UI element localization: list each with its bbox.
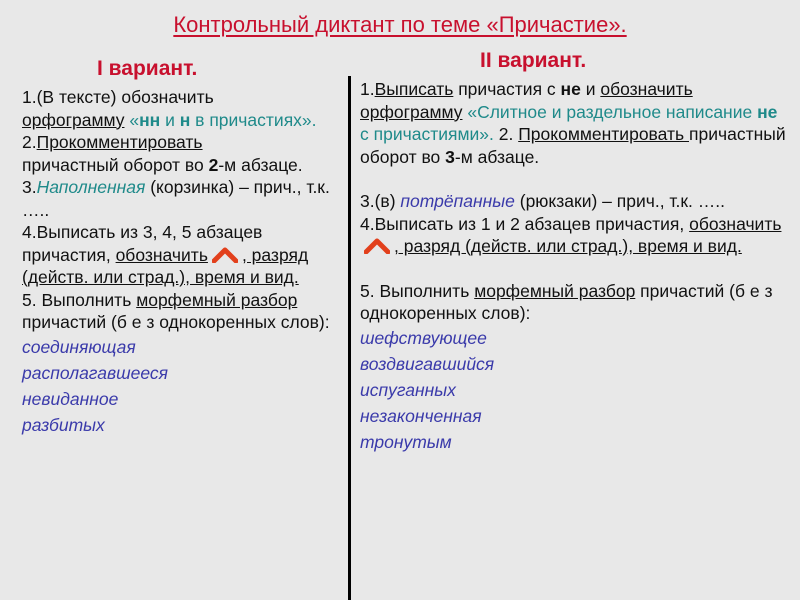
task-3-word: потрёпанные (400, 191, 515, 211)
task-1 (22, 86, 342, 131)
word-item: незаконченная (360, 405, 482, 426)
task-1-underlined: орфограмму (22, 109, 125, 130)
word-item: разбитых (22, 414, 105, 435)
task-4: 4.Выписать из 3, 4, 5 абзацев причастия, обозначить , разряд (действ. или страд.), время и вид. (22, 222, 309, 287)
task-5: 5. Выполнить морфемный разбор причастий (б е з однокоренных слов): (22, 289, 330, 332)
word-item: испуганных (360, 379, 456, 400)
word-item: шефствующее (360, 327, 487, 348)
word-list-1 (22, 334, 342, 438)
task-1-2: 1.Выписать причастия с не и обозначить орфограмму «Слитное и раздельное написание не с причастиями». 2. Прокомментировать причастный оборот во 3-м абзаце. (360, 79, 786, 167)
task-1-spelling-rule: «нн и н в причастиях». (129, 109, 317, 130)
page-title: Контрольный диктант по теме «Причастие». (173, 12, 627, 37)
word-item: воздвигавшийся (360, 353, 495, 374)
caret-icon (212, 247, 238, 263)
variant-2-heading: II вариант. (480, 49, 587, 72)
word-list-2 (360, 325, 790, 455)
word-item: соединяющая (22, 336, 136, 357)
variant-1-column (22, 56, 342, 438)
caret-icon (364, 238, 390, 254)
task-2: 2.Прокомментировать причастный оборот во 2-м абзаце. (22, 132, 303, 175)
variant-1-heading: I вариант. (97, 57, 198, 80)
task-3: 3.Наполненная (корзинка) – прич., т.к. ….. (22, 177, 330, 220)
task-3-word: Наполненная (36, 177, 146, 197)
variant-2-column (360, 48, 790, 455)
task-2-underlined: Прокомментировать (36, 132, 203, 152)
word-item: невиданное (22, 388, 119, 409)
task-1-text: 1.(В тексте) обозначить (22, 87, 214, 107)
task-5-2: 5. Выполнить морфемный разбор причастий (б е з однокоренных слов): (360, 280, 773, 323)
word-item: располагавшееся (22, 362, 168, 383)
column-divider (348, 76, 351, 600)
word-item: тронутым (360, 431, 452, 452)
task-4-2: 4.Выписать из 1 и 2 абзацев причастия, обозначить, разряд (действ. или страд.), время и вид. (360, 213, 782, 256)
task-3-2: 3.(в) потрёпанные (рюкзаки) – прич., т.к. ….. (360, 191, 725, 211)
